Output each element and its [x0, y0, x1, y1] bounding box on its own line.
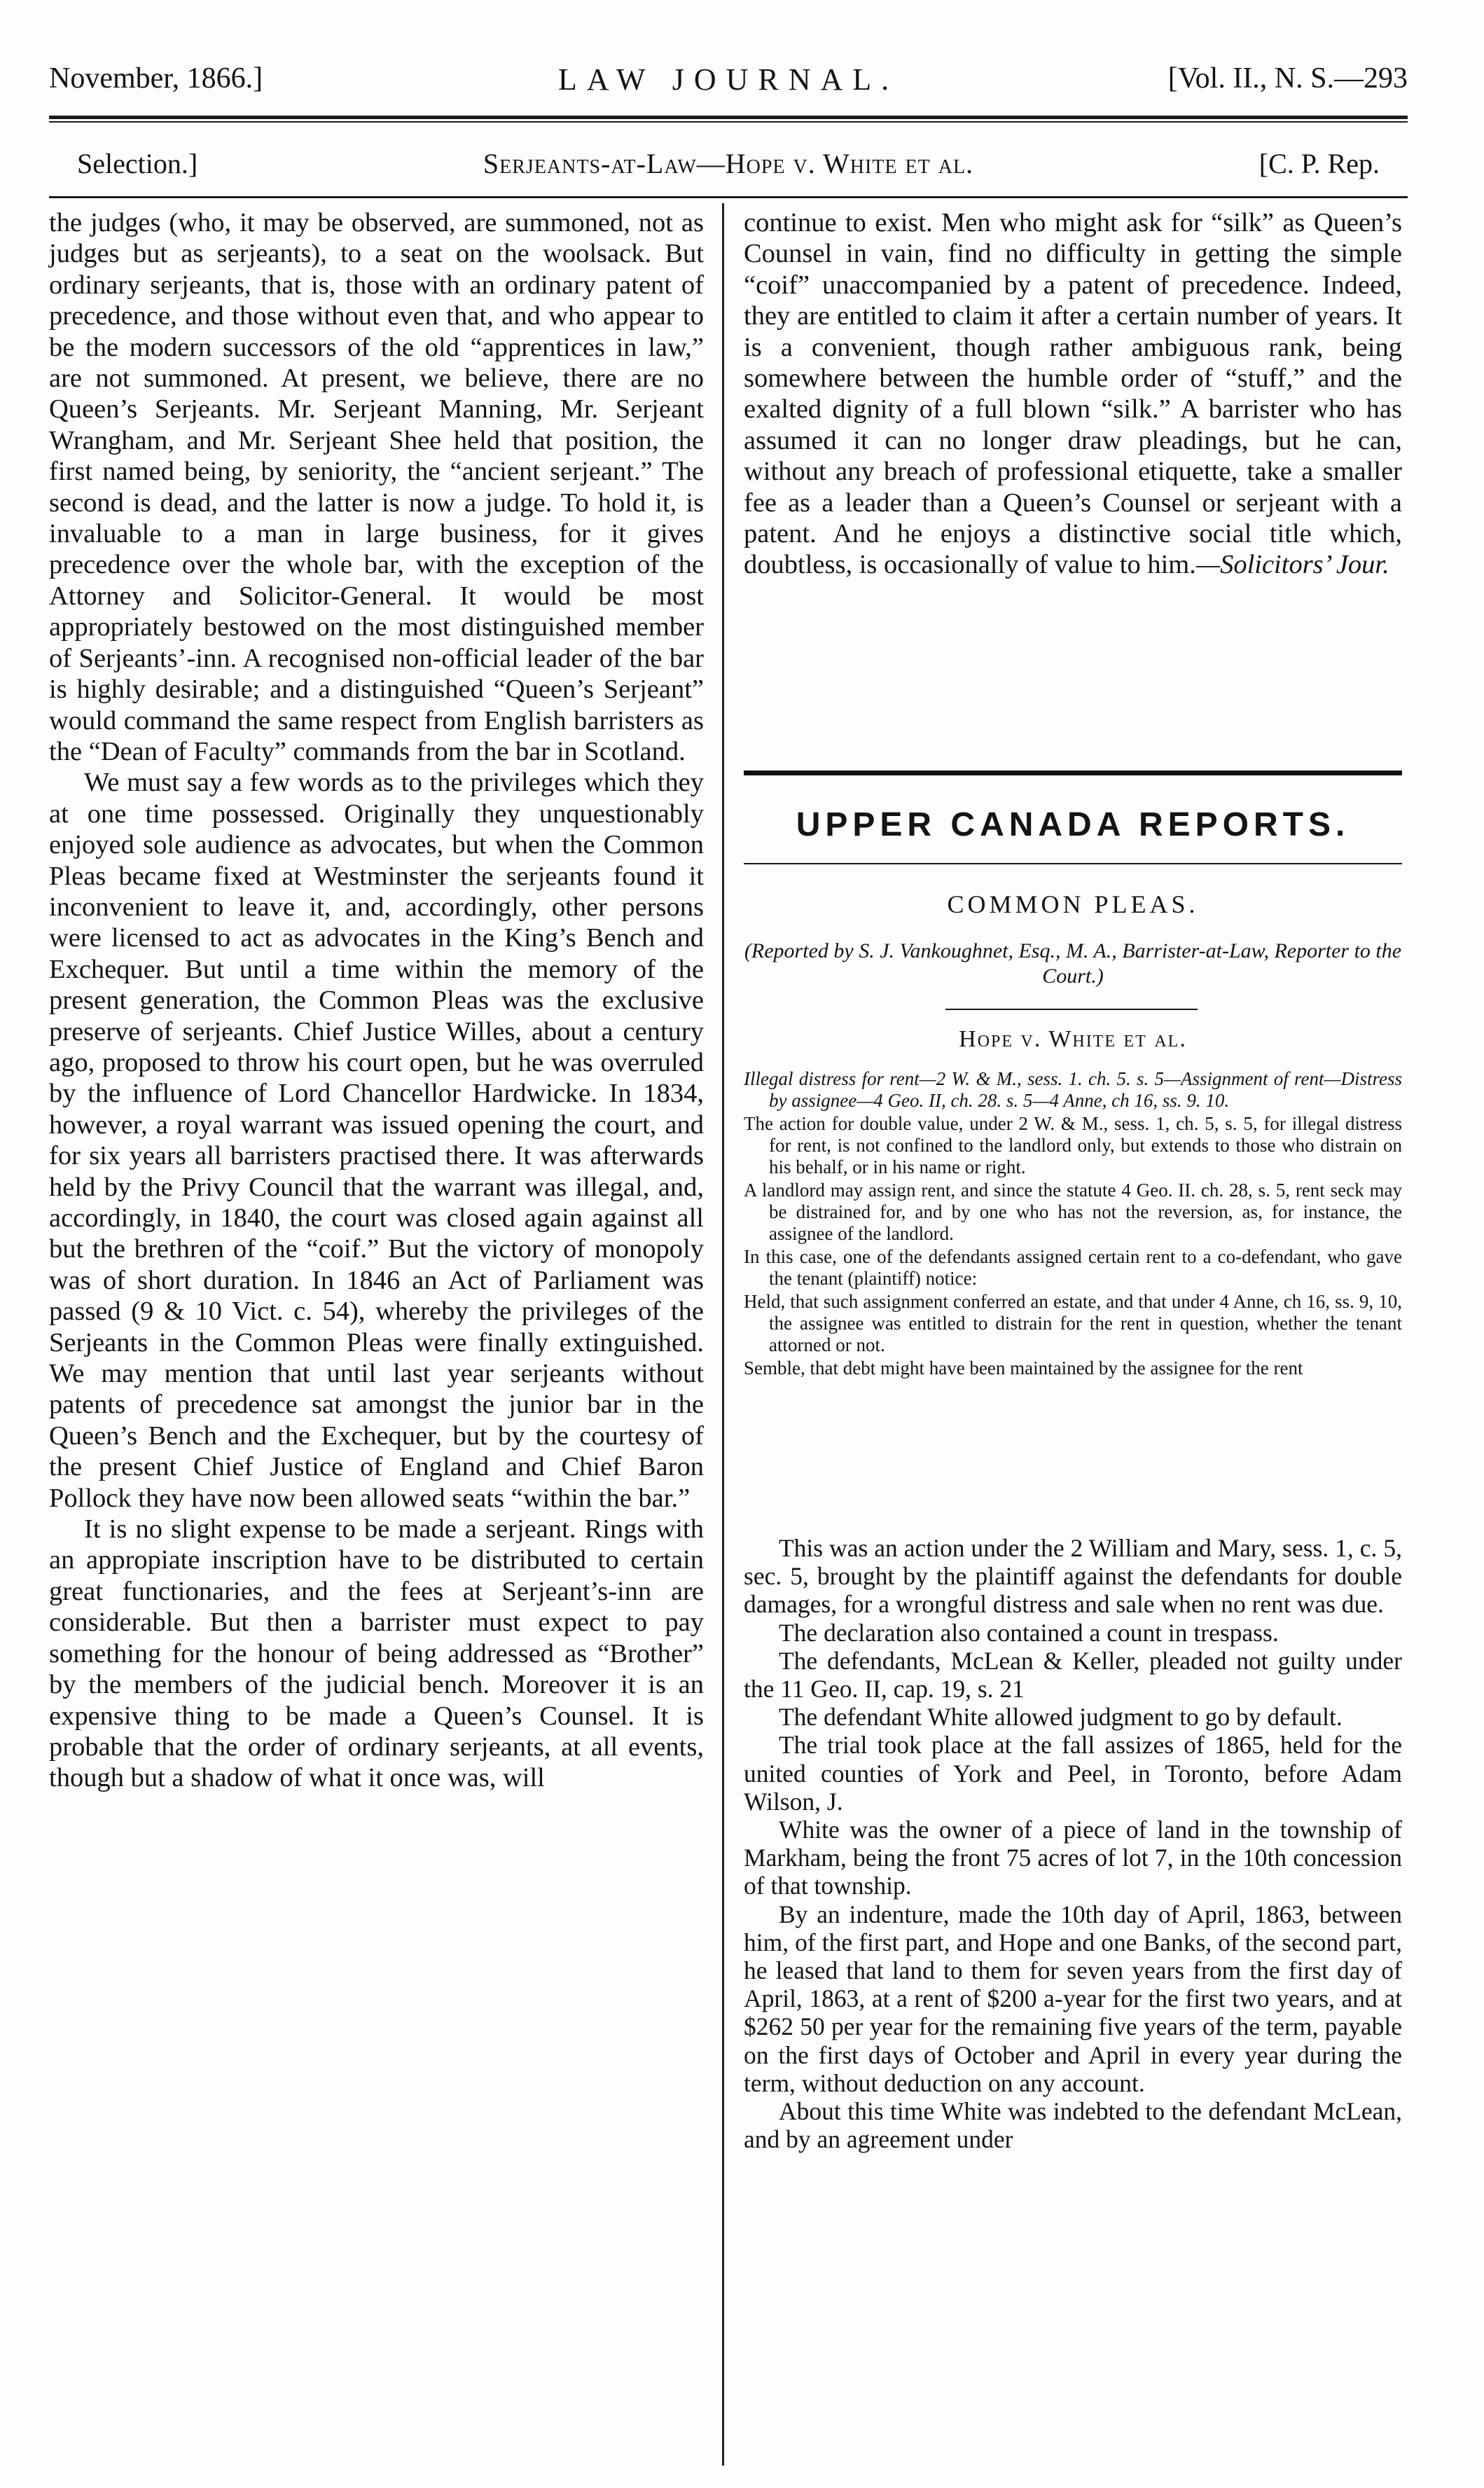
body-paragraph-3: The defendants, McLean & Keller, pleaded not guilty under the 11 Geo. II, cap. 19, s. 21 — [744, 1646, 1402, 1703]
body-paragraph-6: White was the owner of a piece of land in the township of Markham, being the front 75 acres of lot 7, in the 10th concession of that township. — [744, 1816, 1402, 1900]
body-paragraph-8: About this time White was indebted to the defendant McLean, and by an agreement under — [744, 2097, 1402, 2154]
headnote-1: Illegal distress for rent—2 W. & M., sess. 1. ch. 5. s. 5—Assignment of rent—Distress by assignee—4 Geo. II, ch. 28. s. 5—4 Anne, ch 16, ss. 9. 10. — [744, 1068, 1402, 1111]
journal-title: LAW JOURNAL. — [557, 62, 899, 97]
running-header — [49, 62, 1408, 111]
continuation-text: continue to exist. Men who might ask for “silk” as Queen’s Counsel in vain, find no difficulty in getting the simple “coif” unaccompanied by a patent of precedence. Indeed, they are entitled to claim it after a certain number of years. It is a convenient, though rather ambiguous rank, being somewhere between the humble order of “stuff,” and the exalted dignity of a full blown “silk.” A barrister who has assumed it can no longer draw pleadings, but he can, without any breach of professional etiquette, take a smaller fee as a leader than a Queen’s Counsel or serjeant with a patent. And he enjoys a distinctive social title which, doubtless, is occasionally of value to him. — [744, 208, 1402, 580]
case-title: Hope v. White et al. — [959, 1026, 1187, 1052]
case-body — [744, 1534, 1402, 2153]
headnote-6: Semble, that debt might have been maintained by the assignee for the rent — [744, 1357, 1303, 1378]
header-rule-thin — [49, 121, 1408, 123]
headnote-5: Held, that such assignment conferred an estate, and that under 4 Anne, ch 16, ss. 9, 10, the assignee was entitled to distrain for the rent in question, whether the tenant attorned or not. — [744, 1291, 1402, 1355]
section-rule — [49, 196, 1408, 198]
body-paragraph-7: By an indenture, made the 10th day of April, 1863, between him, of the first part, and Hope and one Banks, of the second part, he leased that land to them for seven years from the first day of April, 1863, at a rent of $200 a-year for the first two years, and at $262 50 per year for the remaining five years of the term, payable on the first days of October and April in every year during the term, without deduction on any account. — [744, 1900, 1402, 2097]
reports-title: UPPER CANADA REPORTS. — [796, 806, 1350, 843]
header-date: November, 1866.] — [49, 62, 263, 95]
section-center: Serjeants-at-Law—Hope v. White et al. — [483, 148, 974, 179]
section-right: [C. P. Rep. — [1258, 148, 1380, 179]
right-column-continuation — [744, 207, 1402, 581]
body-paragraph-2: The declaration also contained a count in trespass. — [779, 1618, 1279, 1647]
body-paragraph-5: The trial took place at the fall assizes of 1865, held for the united counties of York and Peel, in Toronto, before Adam Wilson, J. — [744, 1731, 1402, 1816]
reports-rule — [744, 863, 1402, 864]
court-name: COMMON PLEAS. — [947, 890, 1199, 918]
headnote-3: A landlord may assign rent, and since the statute 4 Geo. II. ch. 28, s. 5, rent seck may be distrained for, and by one who has not the reversion, as, for instance, the assignee of the landlord. — [744, 1180, 1402, 1244]
reporter-line: (Reported by S. J. Vankoughnet, Esq., M. A., Barrister-at-Law, Reporter to the Court.) — [744, 939, 1402, 988]
headnotes — [744, 1068, 1402, 1381]
body-paragraph-4: The defendant White allowed judgment to go by default. — [779, 1703, 1343, 1732]
header-rule — [49, 116, 1408, 119]
left-paragraph-2: We must say a few words as to the privileges which they at one time possessed. Originally they unquestionably enjoyed sole audience as advocates, but when the Common Pleas became fixed at Westminster the serjeants found it inconvenient to leave it, and, accordingly, other persons were licensed to act as advocates in the King’s Bench and Exchequer. But until a time within the memory of the present generation, the Common Pleas was the exclusive preserve of serjeants. Chief Justice Willes, about a century ago, proposed to throw his court open, but he was overruled by the influence of Lord Chancellor Hardwicke. In 1834, however, a royal warrant was issued opening the court, and for six years all barristers practised there. It was afterwards held by the Privy Council that the warrant was illegal, and, accordingly, in 1840, the court was closed again against all but the brethren of the “coif.” But the victory of monopoly was of short duration. In 1846 an Act of Parliament was passed (9 & 10 Vict. c. 54), whereby the privileges of the Serjeants in the Common Pleas were finally extinguished. We may mention that until last year serjeants without patents of precedence sat amongst the junior bar in the Queen’s Bench and the Exchequer, but by the courtesy of the present Chief Justice of England and Chief Baron Pollock they have now been allowed seats “within the bar.” — [49, 768, 704, 1513]
body-paragraph-1: This was an action under the 2 William and Mary, sess. 1, c. 5, sec. 5, brought by the plaintiff against the defendants for double damages, for a wrongful distress and sale when no rent was due. — [744, 1534, 1402, 1619]
left-paragraph-1: the judges (who, it may be observed, are summoned, not as judges but as serjeants), to a seat on the woolsack. But ordinary serjeants, that is, those with an ordinary patent of precedence, and those without even that, and who appear to be the modern successors of the old “apprentices in law,” are not summoned. At present, we believe, there are no Queen’s Serjeants. Mr. Serjeant Manning, Mr. Serjeant Wrangham, and Mr. Serjeant Shee held that position, the first named being, by seniority, the “ancient serjeant.” The second is dead, and the latter is now a judge. To hold it, is invaluable to a man in large business, for it gives precedence over the whole bar, with the exception of the Attorney and Solicitor-General. It would be most appropriately bestowed on the most distinguished member of Serjeants’-inn. A recognised non-official leader of the bar is highly desirable; and a distinguished “Queen’s Serjeant” would command the same respect from English barristers as the “Dean of Faculty” commands from the bar in Scotland. — [49, 208, 704, 766]
volume-page: [Vol. II., N. S.—293 — [1167, 62, 1408, 95]
section-divider — [744, 770, 1402, 775]
headnote-2: The action for double value, under 2 W. & M., sess. 1, ch. 5, s. 5, for illegal distress for rent, is not confined to the landlord only, but extends to those who distrain on his behalf, or in his name or right. — [744, 1113, 1402, 1177]
left-paragraph-3: It is no slight expense to be made a serjeant. Rings with an appropiate inscription have to be distributed to certain great functionaries, and the fees at Serjeant’s-inn are considerable. But then a barrister must expect to pay something for the honour of being addressed as “Brother” by the members of the judicial bench. Moreover it is an expensive thing to be made a Queen’s Counsel. It is probable that the order of ordinary serjeants, at all events, though but a shadow of what it once was, will — [49, 1514, 704, 1793]
column-divider — [722, 203, 724, 2466]
source-citation: —Solicitors’ Jour. — [1195, 550, 1389, 580]
section-header — [49, 147, 1408, 189]
left-column — [49, 207, 704, 1794]
headnote-4: In this case, one of the defendants assigned certain rent to a co-defendant, who gave the tenant (plaintiff) notice: — [744, 1246, 1402, 1289]
section-left: Selection.] — [77, 148, 198, 179]
continuation-paragraph — [744, 207, 1402, 581]
short-rule — [945, 1009, 1198, 1010]
